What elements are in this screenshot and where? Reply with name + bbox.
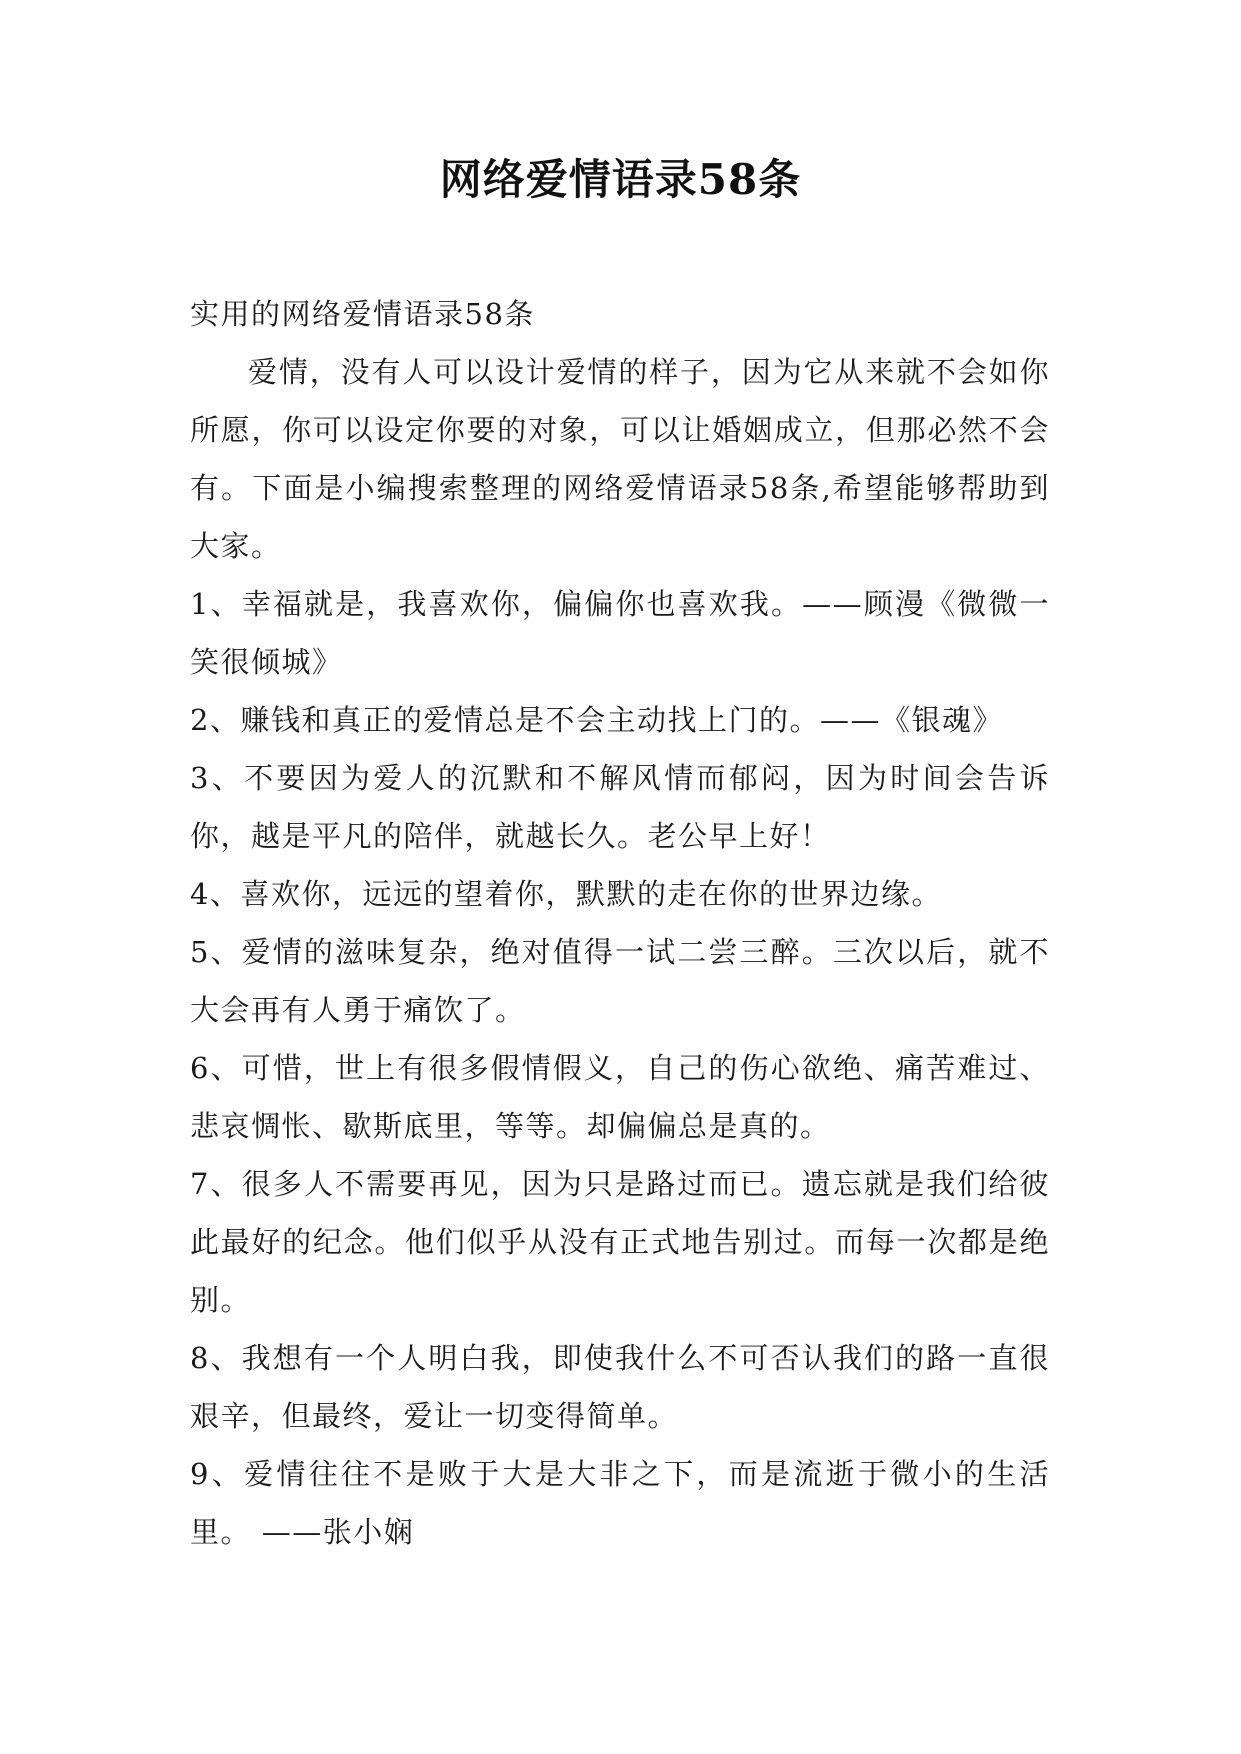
quote-item: 1、幸福就是，我喜欢你，偏偏你也喜欢我。——顾漫《微微一笑很倾城》: [190, 587, 1050, 679]
quote-item: 5、爱情的滋味复杂，绝对值得一试二尝三醉。三次以后，就不大会再有人勇于痛饮了。: [190, 935, 1050, 1027]
document-title: 网络爱情语录58条: [439, 155, 802, 204]
quote-item: 8、我想有一个人明白我，即使我什么不可否认我们的路一直很艰辛，但最终，爱让一切变得简单。: [190, 1341, 1050, 1433]
document-subtitle: 实用的网络爱情语录58条: [190, 297, 535, 331]
quote-item: 3、不要因为爱人的沉默和不解风情而郁闷，因为时间会告诉你，越是平凡的陪伴，就越长久。老公早上好！: [190, 761, 1050, 853]
intro-paragraph: 爱情，没有人可以设计爱情的样子，因为它从来就不会如你所愿，你可以设定你要的对象，可以让婚姻成立，但那必然不会有。下面是小编搜索整理的网络爱情语录58条,希望能够帮助到大家。: [190, 355, 1050, 563]
document-body: [190, 285, 1050, 1561]
quote-item: 6、可惜，世上有很多假情假义，自己的伤心欲绝、痛苦难过、悲哀惆怅、歇斯底里，等等。却偏偏总是真的。: [190, 1051, 1050, 1143]
quote-item: 9、爱情往往不是败于大是大非之下，而是流逝于微小的生活里。 ——张小娴: [190, 1457, 1050, 1549]
quote-item: 7、很多人不需要再见，因为只是路过而已。遗忘就是我们给彼此最好的纪念。他们似乎从没有正式地告别过。而每一次都是绝别。: [190, 1167, 1050, 1317]
quote-item: 2、赚钱和真正的爱情总是不会主动找上门的。——《银魂》: [190, 703, 1003, 737]
quote-item: 4、喜欢你，远远的望着你，默默的走在你的世界边缘。: [190, 877, 942, 911]
